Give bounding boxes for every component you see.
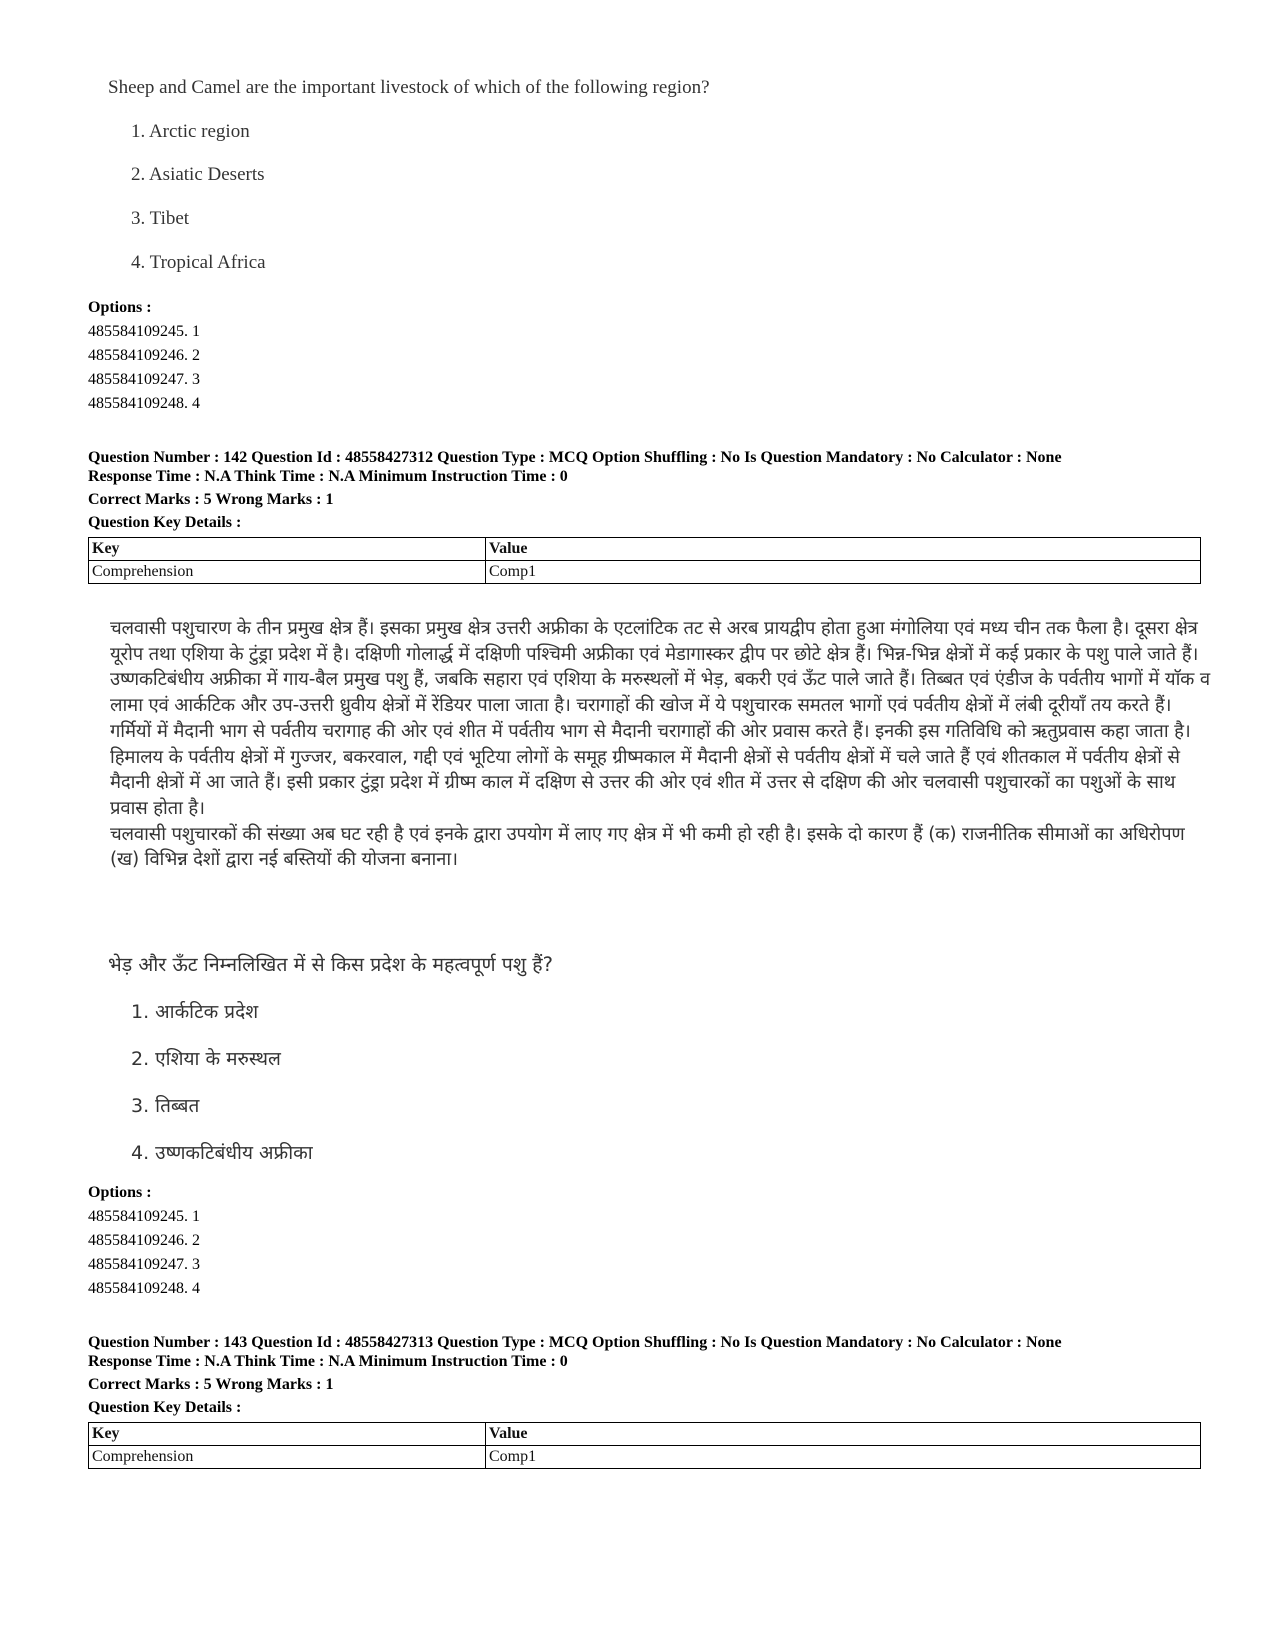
english-choice-2: 2. Asiatic Deserts bbox=[131, 164, 265, 185]
english-question-text: Sheep and Camel are the important livestock of which of the following region? bbox=[108, 77, 710, 98]
table-cell-value: Comp1 bbox=[486, 561, 1201, 584]
table-header-key: Key bbox=[89, 1423, 486, 1446]
passage-paragraph-2: चलवासी पशुचारकों की संख्या अब घट रही है एवं इनके द्वारा उपयोग में लाए गए क्षेत्र में भी कमी हो रही है। इसके दो कारण हैं (क) राजनीतिक सीमाओं का अधिरोपण (ख) विभिन्न देशों द्वारा नई बस्तियों की योजना बनाना। bbox=[110, 823, 1185, 871]
option-id: 485584109248. 4 bbox=[88, 395, 200, 412]
english-choice-3: 3. Tibet bbox=[131, 208, 190, 229]
hindi-question-text: भेड़ और ऊँट निम्नलिखित में से किस प्रदेश के महत्वपूर्ण पशु हैं? bbox=[108, 953, 554, 976]
key-details-table bbox=[88, 537, 1201, 584]
question-marks: Correct Marks : 5 Wrong Marks : 1 bbox=[88, 1376, 334, 1393]
question-key-details-label: Question Key Details : bbox=[88, 1399, 242, 1416]
table-header-key: Key bbox=[89, 538, 486, 561]
key-details-table bbox=[88, 1422, 1201, 1469]
table-header-row bbox=[89, 538, 1201, 561]
hindi-choice-3: 3. तिब्बत bbox=[131, 1095, 200, 1117]
option-id: 485584109245. 1 bbox=[88, 323, 200, 340]
comprehension-passage bbox=[110, 616, 1210, 873]
options-label: Options : bbox=[88, 299, 152, 316]
question-marks: Correct Marks : 5 Wrong Marks : 1 bbox=[88, 491, 334, 508]
table-cell-key: Comprehension bbox=[89, 1446, 486, 1469]
options-label: Options : bbox=[88, 1184, 152, 1201]
question-meta-line1: Question Number : 143 Question Id : 48558427313 Question Type : MCQ Option Shuffling : No Is Question Mandatory : No Calculator : None bbox=[88, 1334, 1062, 1351]
option-id: 485584109246. 2 bbox=[88, 347, 200, 364]
table-row bbox=[89, 1446, 1201, 1469]
hindi-choice-2: 2. एशिया के मरुस्थल bbox=[131, 1048, 281, 1070]
question-meta-line2: Response Time : N.A Think Time : N.A Minimum Instruction Time : 0 bbox=[88, 1353, 568, 1370]
hindi-choice-4: 4. उष्णकटिबंधीय अफ्रीका bbox=[131, 1142, 313, 1164]
table-header-row bbox=[89, 1423, 1201, 1446]
english-choice-4: 4. Tropical Africa bbox=[131, 252, 266, 273]
question-meta-line2: Response Time : N.A Think Time : N.A Minimum Instruction Time : 0 bbox=[88, 468, 568, 485]
option-id: 485584109247. 3 bbox=[88, 1256, 200, 1273]
table-cell-key: Comprehension bbox=[89, 561, 486, 584]
option-id: 485584109247. 3 bbox=[88, 371, 200, 388]
options-list bbox=[88, 320, 200, 416]
hindi-choice-1: 1. आर्कटिक प्रदेश bbox=[131, 1001, 259, 1023]
table-row bbox=[89, 561, 1201, 584]
table-header-value: Value bbox=[486, 1423, 1201, 1446]
option-id: 485584109248. 4 bbox=[88, 1280, 200, 1297]
english-choice-1: 1. Arctic region bbox=[131, 121, 250, 142]
options-list bbox=[88, 1205, 200, 1301]
question-key-details-label: Question Key Details : bbox=[88, 514, 242, 531]
table-cell-value: Comp1 bbox=[486, 1446, 1201, 1469]
question-meta-line1: Question Number : 142 Question Id : 48558427312 Question Type : MCQ Option Shuffling : No Is Question Mandatory : No Calculator : None bbox=[88, 449, 1062, 466]
passage-paragraph-1: चलवासी पशुचारण के तीन प्रमुख क्षेत्र हैं। इसका प्रमुख क्षेत्र उत्तरी अफ्रीका के एटलांटिक तट से अरब प्रायद्वीप होता हुआ मंगोलिया एवं मध्य चीन तक फैला है। दूसरा क्षेत्र यूरोप तथा एशिया के टुंड्रा प्रदेश में है। दक्षिणी गोलार्द्ध में दक्षिणी पश्चिमी अफ्रीका एवं मेडागास्कर द्वीप पर छोटे क्षेत्र हैं। भिन्न-भिन्न क्षेत्रों में कई प्रकार के पशु पाले जाते हैं। उष्णकटिबंधीय अफ्रीका में गाय-बैल प्रमुख पशु हैं, जबकि सहारा एवं एशिया के मरुस्थलों में भेड़, बकरी एवं ऊँट पाले जाते हैं। तिब्बत एवं एंडीज के पर्वतीय भागों में याॅक व लामा एवं आर्कटिक और उप-उत्तरी ध्रुवीय क्षेत्रों में रेंडियर पाला जाता है। चरागाहों की खोज में ये पशुचारक समतल भागों एवं पर्वतीय क्षेत्रों में लंबी दूरीयाँ तय करते हैं। गर्मियों में मैदानी भाग से पर्वतीय चरागाह की ओर एवं शीत में पर्वतीय भाग से मैदानी चरागाहों की ओर प्रवास करते हैं। इनकी इस गतिविधि को ऋतुप्रवास कहा जाता है। हिमालय के पर्वतीय क्षेत्रों में गुज्जर, बकरवाल, गद्दी एवं भूटिया लोगों के समूह ग्रीष्मकाल में मैदानी क्षेत्रों से पर्वतीय क्षेत्रों में चले जाते हैं एवं शीतकाल में पर्वतीय क्षेत्रों से मैदानी क्षेत्रों में आ जाते हैं। इसी प्रकार टुंड्रा प्रदेश में ग्रीष्म काल में दक्षिण से उत्तर की ओर एवं शीत में उत्तर से दक्षिण की ओर चलवासी पशुचारकों का पशुओं के साथ प्रवास होता है। bbox=[110, 618, 1210, 819]
table-header-value: Value bbox=[486, 538, 1201, 561]
option-id: 485584109245. 1 bbox=[88, 1208, 200, 1225]
option-id: 485584109246. 2 bbox=[88, 1232, 200, 1249]
